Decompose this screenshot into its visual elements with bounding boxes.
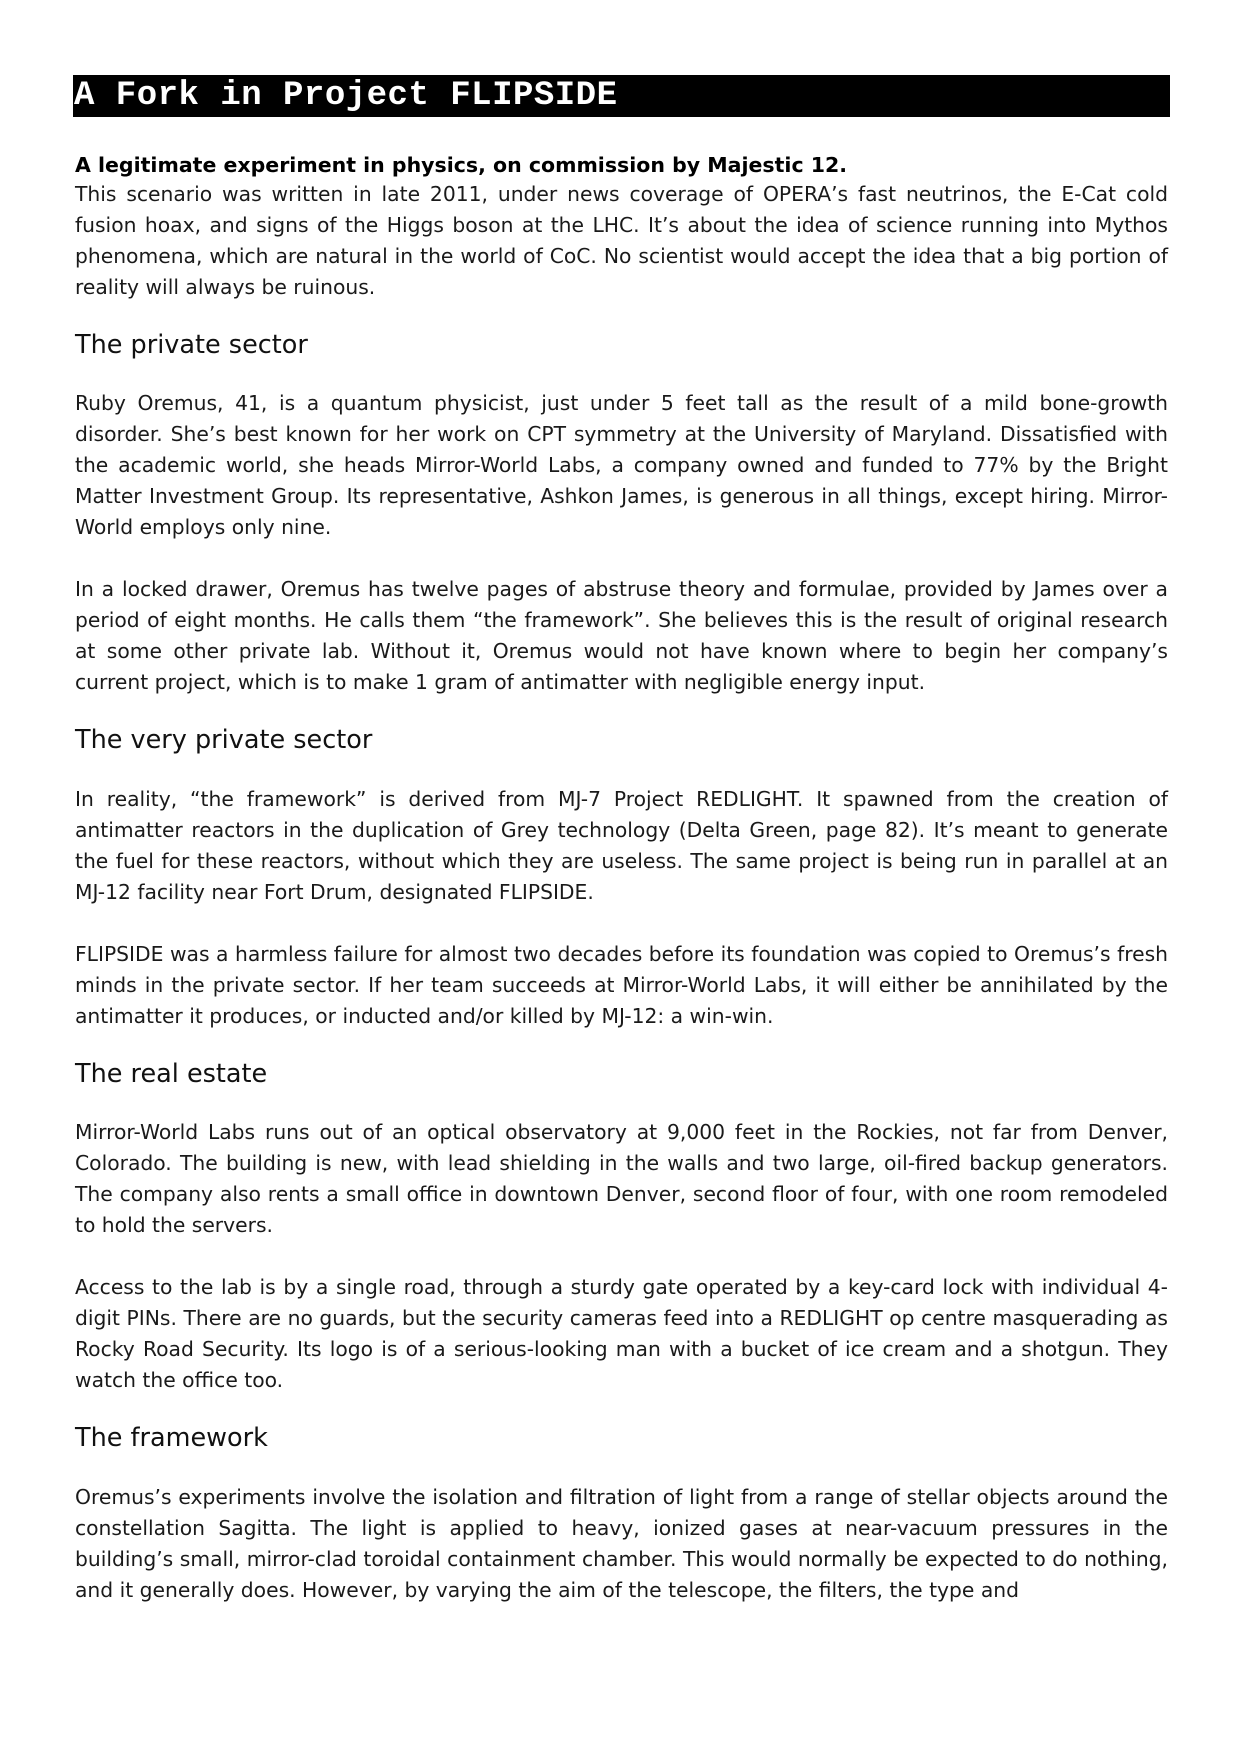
paragraph: Oremus’s experiments involve the isolation and filtration of light from a range of stellar objects around the constellation Sagitta. The light is applied to heavy, ionized gases at near-vacuum pressures in the building’s small, mirror-clad toroidal containment chamber. This would normally be expected to do nothing, and it generally does. However, by varying the aim of the telescope, the filters, the type and bbox=[75, 1485, 1168, 1603]
section-heading-very-private-sector: The very private sector bbox=[75, 725, 373, 756]
section-heading-private-sector: The private sector bbox=[75, 329, 308, 360]
paragraph: In a locked drawer, Oremus has twelve pages of abstruse theory and formulae, provided by James over a period of eight months. He calls them “the framework”. She believes this is the result of original research at some other private lab. Without it, Oremus would not have known where to begin her company’s current project, which is to make 1 gram of antimatter with negligible energy input. bbox=[75, 577, 1168, 695]
section-heading-real-estate: The real estate bbox=[75, 1058, 268, 1089]
document-page bbox=[75, 75, 1168, 1606]
paragraph: Mirror-World Labs runs out of an optical observatory at 9,000 feet in the Rockies, not far from Denver, Colorado. The building is new, with lead shielding in the walls and two large, oil-fired backup generators. The company also rents a small office in downtown Denver, second floor of four, with one room remodeled to hold the servers. bbox=[75, 1120, 1168, 1238]
document-subtitle: A legitimate experiment in physics, on commission by Majestic 12. bbox=[75, 153, 848, 177]
paragraph: FLIPSIDE was a harmless failure for almost two decades before its foundation was copied to Oremus’s fresh minds in the private sector. If her team succeeds at Mirror-World Labs, it will either be annihilated by the antimatter it produces, or inducted and/or killed by MJ-12: a win-win. bbox=[75, 941, 1168, 1028]
document-title: A Fork in Project FLIPSIDE bbox=[74, 77, 618, 115]
paragraph: In reality, “the framework” is derived from MJ-7 Project REDLIGHT. It spawned from the creation of antimatter reactors in the duplication of Grey technology (Delta Green, page 82). It’s meant to generate the fuel for these reactors, without which they are useless. The same project is being run in parallel at an MJ-12 facility near Fort Drum, designated FLIPSIDE. bbox=[75, 786, 1168, 904]
intro-paragraph: This scenario was written in late 2011, under news coverage of OPERA’s fast neutrinos, the E-Cat cold fusion hoax, and signs of the Higgs boson at the LHC. It’s about the idea of science running into Mythos phenomena, which are natural in the world of CoC. No scientist would accept the idea that a big portion of reality will always be ruinous. bbox=[75, 181, 1168, 299]
paragraph: Ruby Oremus, 41, is a quantum physicist, just under 5 feet tall as the result of a mild bone-growth disorder. She’s best known for her work on CPT symmetry at the University of Maryland. Dissatisfied with the academic world, she heads Mirror-World Labs, a company owned and funded to 77% by the Bright Matter Investment Group. Its representative, Ashkon James, is generous in all things, except hiring. Mirror-World employs only nine. bbox=[75, 391, 1168, 540]
paragraph: Access to the lab is by a single road, through a sturdy gate operated by a key-card lock with individual 4-digit PINs. There are no guards, but the security cameras feed into a REDLIGHT op centre masquerading as Rocky Road Security. Its logo is of a serious-looking man with a bucket of ice cream and a shotgun. They watch the office too. bbox=[75, 1275, 1168, 1393]
section-heading-framework: The framework bbox=[75, 1423, 268, 1454]
title-banner bbox=[73, 75, 1170, 117]
